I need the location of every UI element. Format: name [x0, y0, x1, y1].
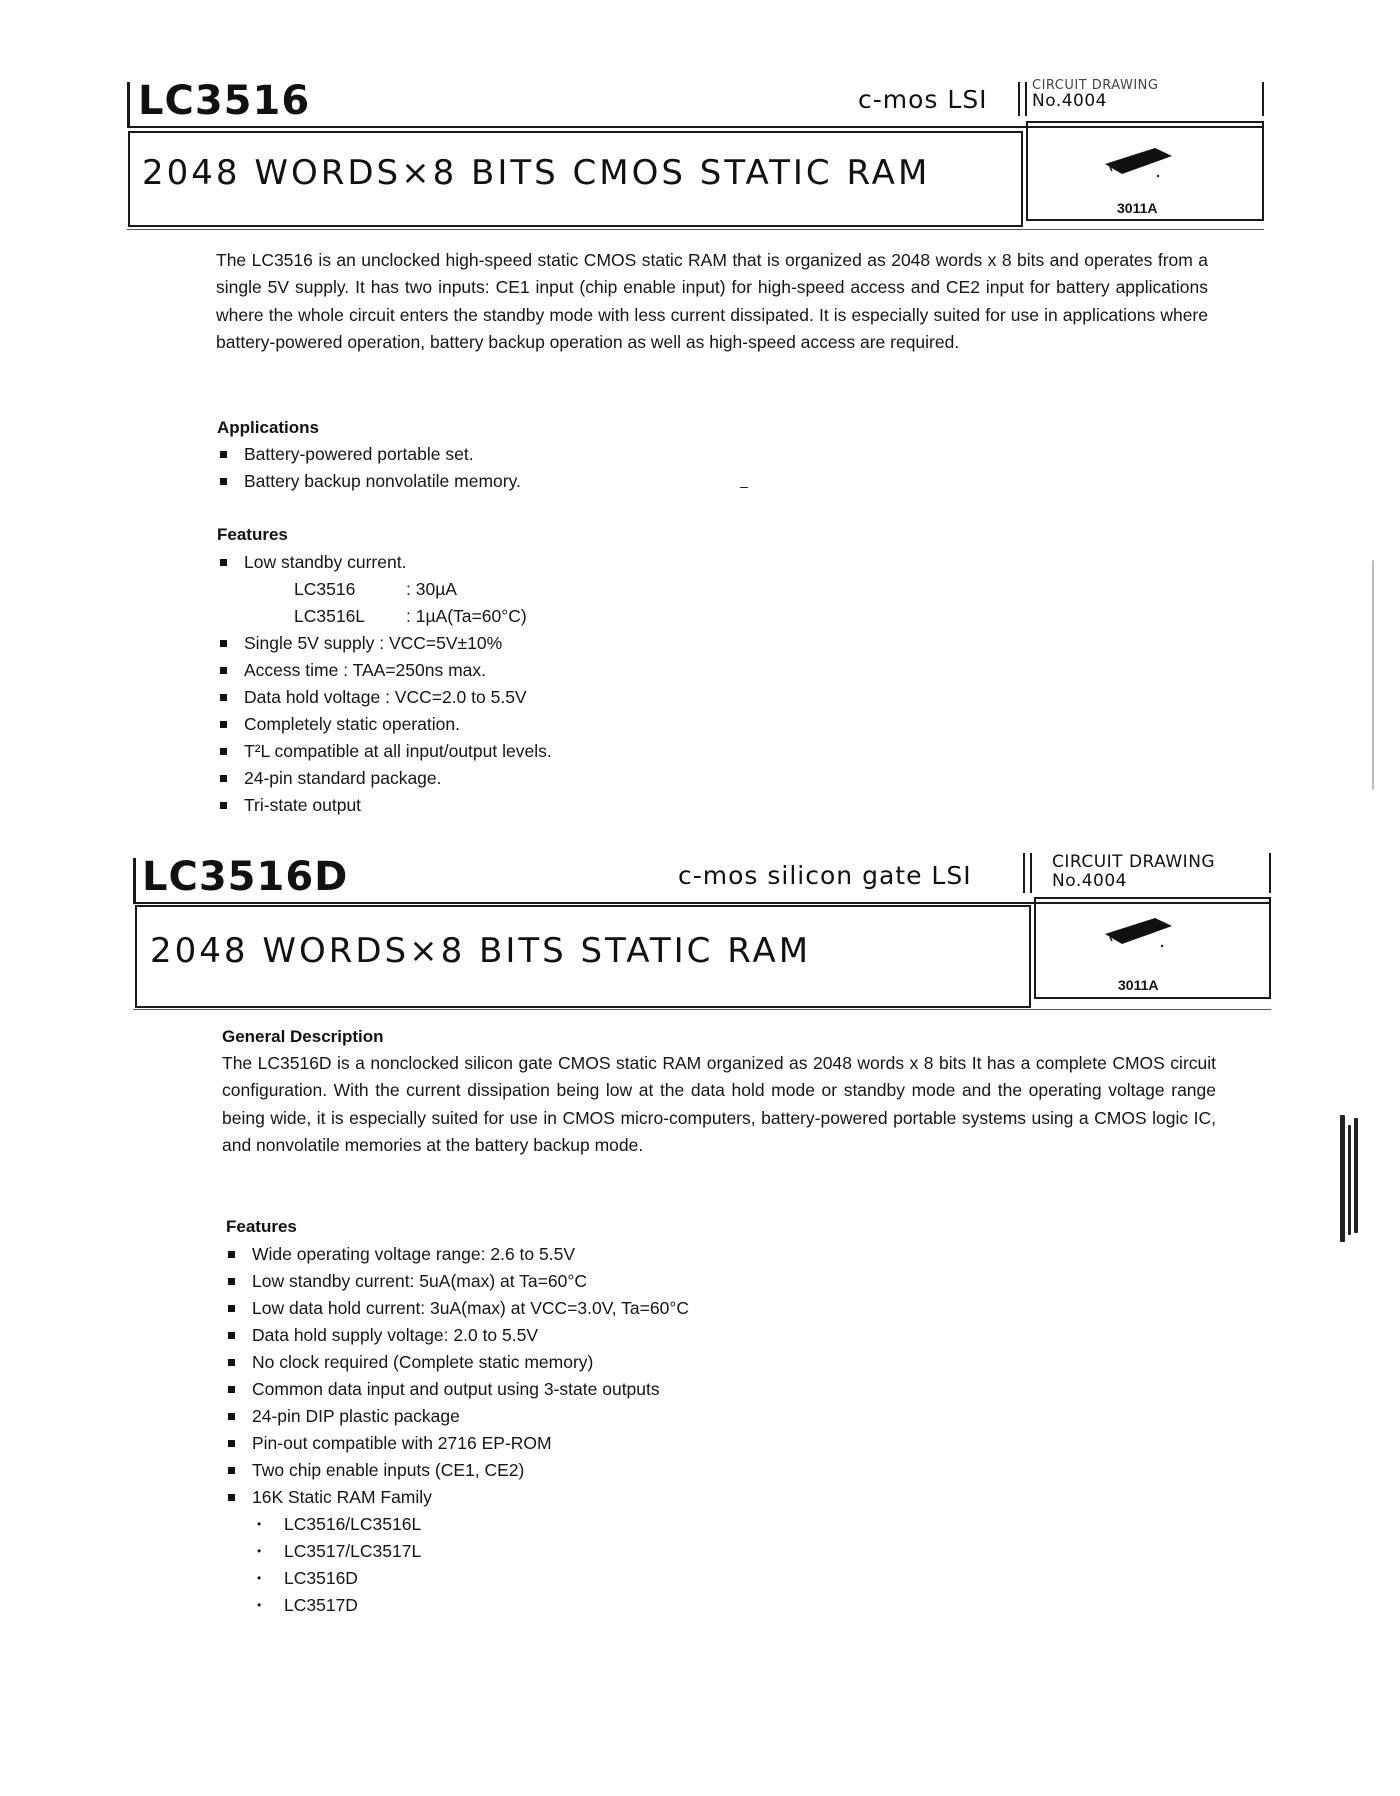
list-item: Common data input and output using 3-state outputs [224, 1376, 689, 1403]
divider [1269, 853, 1271, 893]
list-item: Data hold voltage : VCC=2.0 to 5.5V [216, 684, 552, 711]
family-member: • LC3516/LC3516L [254, 1511, 421, 1538]
section-rule [133, 1009, 1271, 1010]
circuit-drawing-label: CIRCUIT DRAWING [1032, 78, 1159, 93]
product-family: c-mos LSI [858, 85, 988, 114]
sub-item-value: : 30µA [406, 579, 457, 599]
divider [1018, 82, 1020, 116]
list-item: Access time : TAA=250ns max. [216, 657, 552, 684]
package-code: 3011A [1117, 200, 1158, 216]
product-family: c-mos silicon gate LSI [678, 861, 972, 890]
list-item: 24-pin standard package. [216, 765, 552, 792]
scan-artifact [740, 487, 748, 488]
ram-family-list [254, 1511, 421, 1619]
bottom-features-list [224, 1241, 689, 1511]
bottom-description: The LC3516D is a nonclocked silicon gate CMOS static RAM organized as 2048 words x 8 bits It has a complete CMOS circuit configuration. With the current dissipation being low at the data hold mode or standby mode and the operating voltage range being wide, it is especially suited for use in CMOS micro-computers, battery-powered portable systems using a CMOS logic IC, and nonvolatile memories at the battery backup mode. [222, 1053, 1216, 1155]
scan-artifact [1354, 1118, 1358, 1233]
list-item: Wide operating voltage range: 2.6 to 5.5V [224, 1241, 689, 1268]
part-number: LC3516D [142, 854, 349, 900]
ic-package-icon [1100, 142, 1180, 182]
circuit-drawing-number: No.4004 [1032, 91, 1107, 111]
divider [1262, 82, 1264, 116]
header-bracket [133, 858, 136, 902]
list-item: Low standby current. [216, 549, 552, 576]
applications-heading: Applications [217, 418, 320, 437]
sub-item-value: : 1µA(Ta=60°C) [406, 606, 527, 626]
circuit-drawing-number: No.4004 [1052, 871, 1127, 891]
sub-item-name: LC3516 [294, 579, 356, 599]
list-item: Completely static operation. [216, 711, 552, 738]
section-rule [127, 229, 1264, 230]
applications-list [216, 441, 521, 495]
family-member: • LC3517D [254, 1592, 421, 1619]
ic-package-icon [1100, 912, 1180, 952]
list-item: Two chip enable inputs (CE1, CE2) [224, 1457, 689, 1484]
divider [1025, 82, 1027, 116]
general-description-heading: General Description [222, 1027, 384, 1046]
top-features-list [216, 549, 552, 819]
document-title: 2048 WORDS×8 BITS CMOS STATIC RAM [142, 153, 931, 193]
list-item: No clock required (Complete static memory) [224, 1349, 689, 1376]
divider [1030, 853, 1032, 893]
package-code: 3011A [1118, 977, 1159, 993]
divider [1023, 853, 1025, 893]
list-item: T²L compatible at all input/output levels. [216, 738, 552, 765]
list-item: Single 5V supply : VCC=5V±10% [216, 630, 552, 657]
scan-artifact [1340, 1115, 1345, 1242]
document-title: 2048 WORDS×8 BITS STATIC RAM [150, 931, 812, 971]
list-item: Tri-state output [216, 792, 552, 819]
list-item: 16K Static RAM Family [224, 1484, 689, 1511]
list-item: Battery-powered portable set. [216, 441, 521, 468]
list-item: Pin-out compatible with 2716 EP-ROM [224, 1430, 689, 1457]
header-bracket [127, 82, 130, 126]
list-item: Data hold supply voltage: 2.0 to 5.5V [224, 1322, 689, 1349]
features-heading: Features [226, 1217, 297, 1236]
features-heading: Features [217, 525, 288, 544]
list-item: Low data hold current: 3uA(max) at VCC=3.0V, Ta=60°C [224, 1295, 689, 1322]
circuit-drawing-label: CIRCUIT DRAWING [1052, 852, 1216, 872]
family-member: • LC3516D [254, 1565, 421, 1592]
scan-artifact [1348, 1125, 1351, 1235]
family-member: • LC3517/LC3517L [254, 1538, 421, 1565]
sub-item-name: LC3516L [294, 606, 366, 626]
list-item: Low standby current: 5uA(max) at Ta=60°C [224, 1268, 689, 1295]
list-item: Battery backup nonvolatile memory. [216, 468, 521, 495]
top-description: The LC3516 is an unclocked high-speed static CMOS static RAM that is organized as 2048 words x 8 bits and operates from a single 5V supply. It has two inputs: CE1 input (chip enable input) for high-speed access and CE2 input for battery applications where the whole circuit enters the standby mode with less current dissipated. It is especially suited for use in applications where battery-powered operation, battery backup operation as well as high-speed access are required. [216, 250, 1208, 352]
sub-item [216, 576, 552, 603]
scan-artifact [1372, 560, 1374, 790]
sub-item [216, 603, 552, 630]
part-number: LC3516 [138, 78, 311, 124]
list-item: 24-pin DIP plastic package [224, 1403, 689, 1430]
